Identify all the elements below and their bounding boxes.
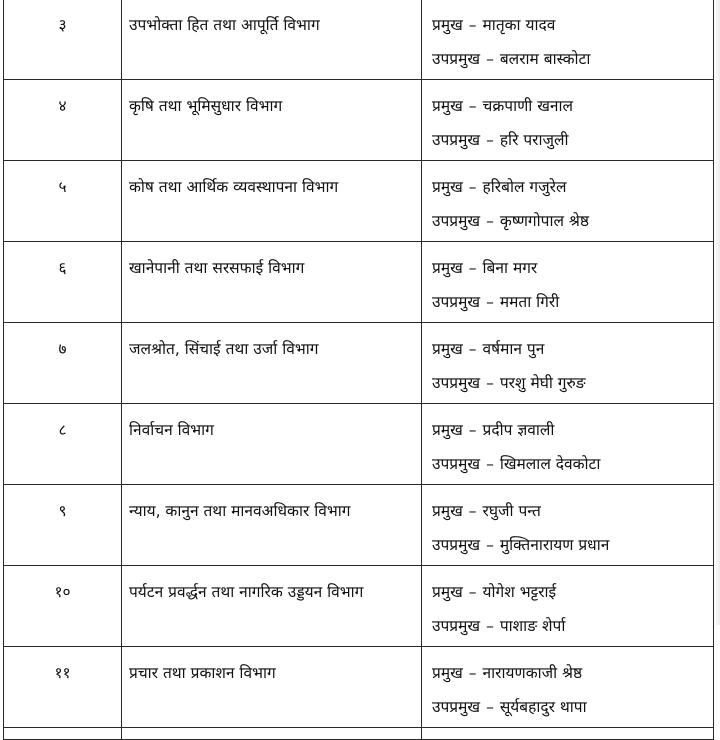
department-name-cell: निर्वाचन विभाग [122,404,422,485]
deputy-line [432,369,709,403]
deputy-name: हरि पराजुली [499,131,569,149]
serial-number-cell: ७ [4,323,122,404]
department-name-cell: जलश्रोत, सिंचाई तथा उर्जा विभाग [122,323,422,404]
chief-role-label: प्रमुख [432,97,463,115]
serial-number-cell: ११ [4,647,122,728]
officials-cell [422,566,714,647]
dash-separator: – [486,617,494,635]
deputy-role-label: उपप्रमुख [432,617,481,635]
deputy-line [432,450,709,484]
table-row [4,647,714,728]
deputy-name: कृष्णगोपाल श्रेष्ठ [499,212,590,230]
serial-number-cell: ८ [4,404,122,485]
deputy-name: सूर्यबहादुर थापा [499,698,587,716]
dash-separator: – [468,583,477,601]
serial-number-cell: ४ [4,80,122,161]
officials-cell [422,323,714,404]
serial-number-cell: ९ [4,485,122,566]
chief-role-label: प्रमुख [432,16,463,34]
officials-cell [422,242,714,323]
department-name-cell: कृषि तथा भूमिसुधार विभाग [122,80,422,161]
dash-separator: – [468,178,477,196]
tail-cell [422,728,714,740]
table-body [4,0,714,740]
deputy-role-label: उपप्रमुख [432,50,481,68]
serial-number-cell: १० [4,566,122,647]
deputy-name: परशु मेघी गुरुङ [499,374,586,392]
table-row [4,0,714,80]
chief-name: योगेश भट्टराई [482,583,557,601]
chief-role-label: प्रमुख [432,583,463,601]
page-edge-shadow [714,0,720,625]
deputy-name: ममता गिरी [499,293,560,311]
deputy-line [432,693,709,727]
serial-number-cell: ५ [4,161,122,242]
officials-cell [422,647,714,728]
chief-line [432,416,709,450]
dash-separator: – [468,259,477,277]
department-officials-table [3,0,714,740]
table-row [4,566,714,647]
dash-separator: – [468,502,477,520]
deputy-name: बलराम बास्कोटा [499,50,591,68]
dash-separator: – [486,212,494,230]
table-row [4,404,714,485]
chief-line [432,92,709,126]
dash-separator: – [486,50,494,68]
dash-separator: – [486,374,494,392]
deputy-role-label: उपप्रमुख [432,374,481,392]
deputy-name: मुक्तिनारायण प्रधान [499,536,610,554]
chief-name: बिना मगर [482,259,538,277]
chief-name: रघुजी पन्त [482,502,541,520]
department-name-cell: पर्यटन प्रवर्द्धन तथा नागरिक उड्डयन विभाग [122,566,422,647]
deputy-line [432,45,709,79]
chief-line [432,578,709,612]
table-row [4,323,714,404]
deputy-role-label: उपप्रमुख [432,212,481,230]
dash-separator: – [468,97,477,115]
dash-separator: – [486,536,494,554]
department-name-cell: कोष तथा आर्थिक व्यवस्थापना विभाग [122,161,422,242]
dash-separator: – [486,131,494,149]
deputy-role-label: उपप्रमुख [432,536,481,554]
chief-line [432,335,709,369]
chief-line [432,254,709,288]
department-name-cell: उपभोक्ता हित तथा आपूर्ति विभाग [122,0,422,80]
serial-number-cell: ६ [4,242,122,323]
table-row [4,242,714,323]
department-name-cell: न्याय, कानुन तथा मानवअधिकार विभाग [122,485,422,566]
chief-name: नारायणकाजी श्रेष्ठ [482,664,583,682]
department-name-cell: प्रचार तथा प्रकाशन विभाग [122,647,422,728]
chief-role-label: प्रमुख [432,502,463,520]
chief-role-label: प्रमुख [432,340,463,358]
chief-role-label: प्रमुख [432,664,463,682]
chief-name: मातृका यादव [482,16,556,34]
deputy-name: पाशाङ शेर्पा [499,617,566,635]
tail-cell [122,728,422,740]
dash-separator: – [468,340,477,358]
chief-line [432,659,709,693]
dash-separator: – [468,421,477,439]
officials-cell [422,80,714,161]
chief-role-label: प्रमुख [432,421,463,439]
tail-cell [4,728,122,740]
table-row [4,485,714,566]
chief-name: प्रदीप ज्ञवाली [482,421,555,439]
officials-cell [422,485,714,566]
officials-cell [422,0,714,80]
deputy-line [432,612,709,646]
deputy-line [432,531,709,565]
dash-separator: – [486,293,494,311]
chief-line [432,11,709,45]
deputy-line [432,207,709,241]
deputy-role-label: उपप्रमुख [432,698,481,716]
chief-line [432,173,709,207]
dash-separator: – [486,698,494,716]
officials-cell [422,404,714,485]
chief-name: चक्रपाणी खनाल [482,97,574,115]
table-row-tail [4,728,714,740]
chief-role-label: प्रमुख [432,178,463,196]
chief-line [432,497,709,531]
deputy-line [432,288,709,322]
table-row [4,80,714,161]
chief-name: वर्षमान पुन [482,340,545,358]
dash-separator: – [486,455,494,473]
chief-role-label: प्रमुख [432,259,463,277]
deputy-role-label: उपप्रमुख [432,455,481,473]
chief-name: हरिबोल गजुरेल [482,178,567,196]
officials-cell [422,161,714,242]
dash-separator: – [468,16,477,34]
deputy-role-label: उपप्रमुख [432,131,481,149]
deputy-line [432,126,709,160]
dash-separator: – [468,664,477,682]
table-row [4,161,714,242]
deputy-role-label: उपप्रमुख [432,293,481,311]
deputy-name: खिमलाल देवकोटा [499,455,601,473]
department-name-cell: खानेपानी तथा सरसफाई विभाग [122,242,422,323]
serial-number-cell: ३ [4,0,122,80]
